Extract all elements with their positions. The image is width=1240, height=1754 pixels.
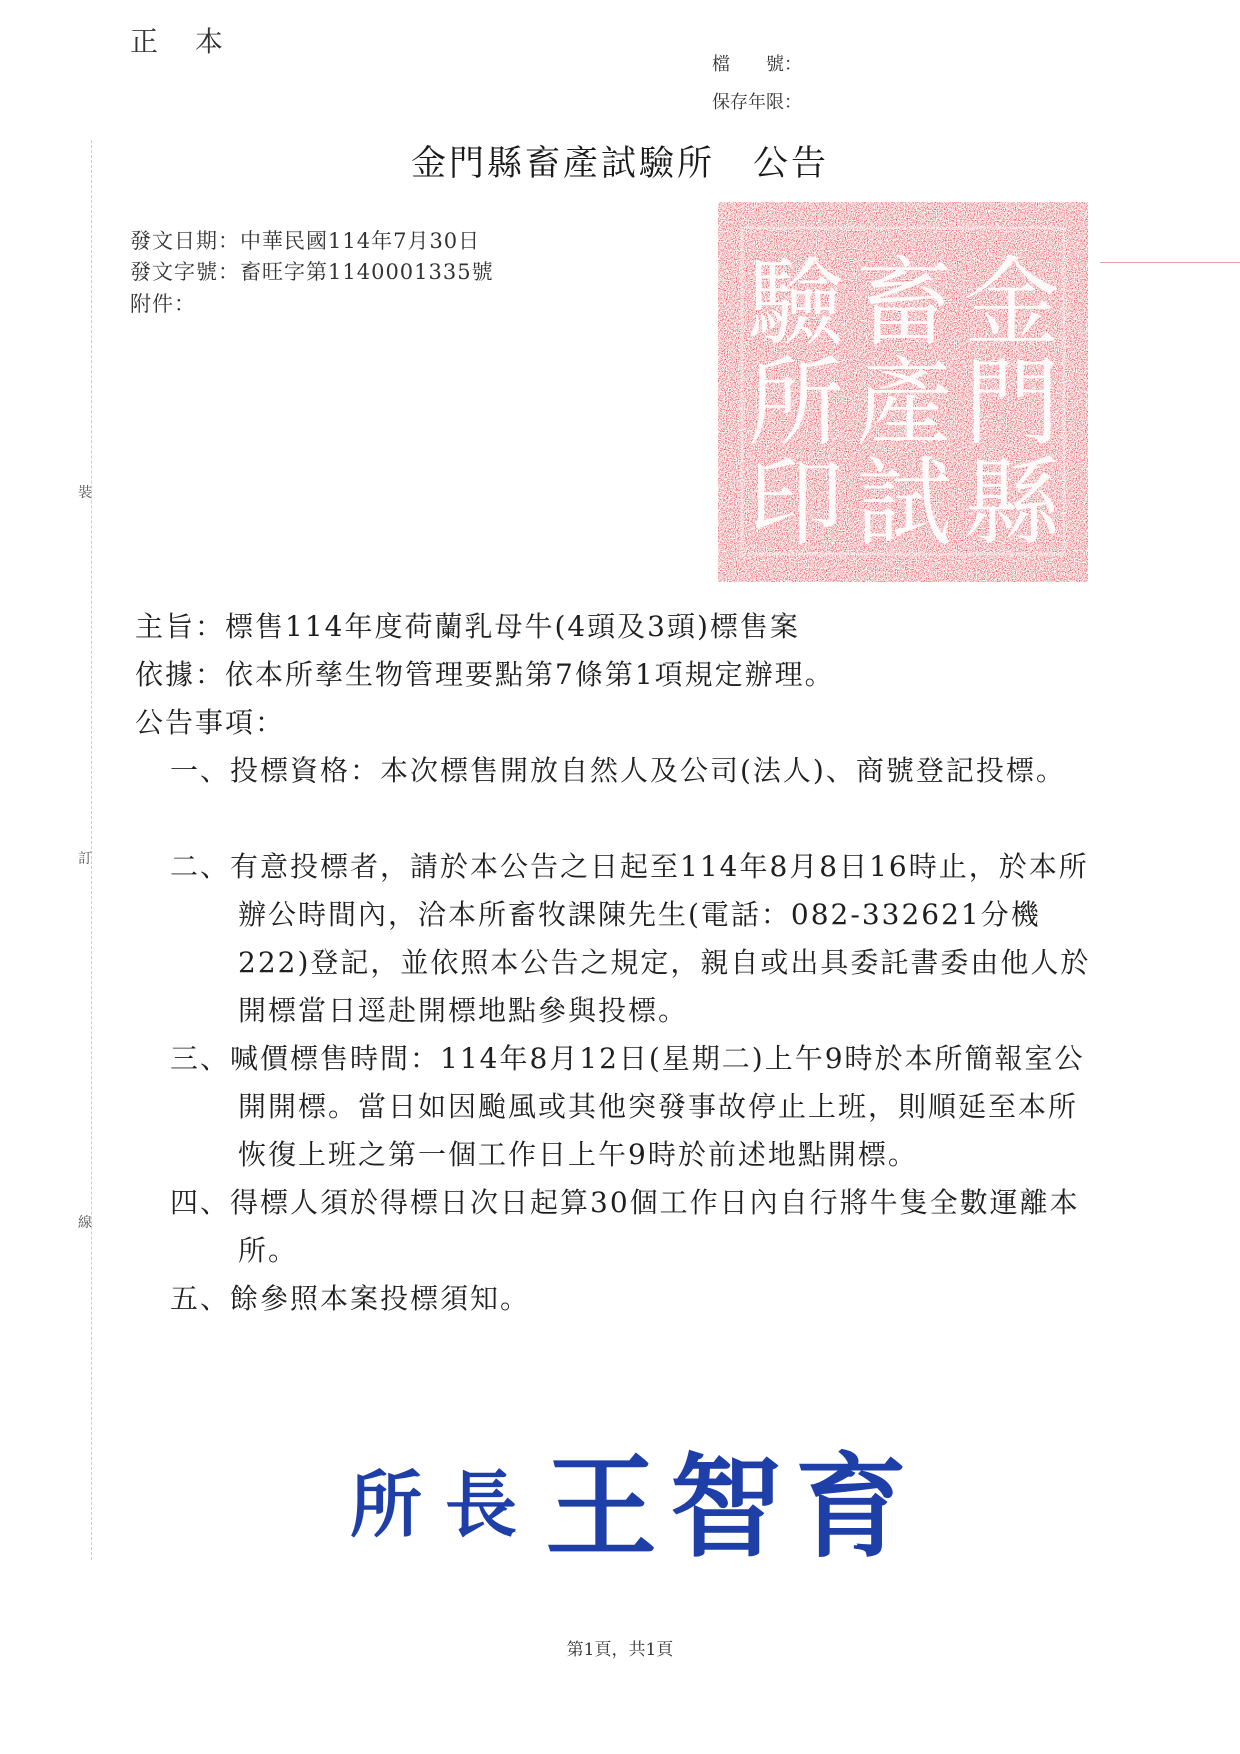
seal-bleed-line: [1100, 262, 1240, 263]
svg-text:所: 所: [748, 347, 844, 459]
svg-text:王: 王: [545, 1442, 657, 1568]
svg-text:所: 所: [350, 1462, 423, 1547]
binding-mark-xian: 線: [78, 1215, 92, 1231]
svg-text:驗: 驗: [748, 247, 844, 359]
svg-text:育: 育: [795, 1442, 907, 1568]
retention-period-label: 保存年限：: [712, 92, 802, 113]
subject-line: 主旨：標售114年度荷蘭乳母牛(4頭及3頭)標售案: [135, 610, 800, 643]
file-number-label: 檔 號：: [712, 54, 802, 75]
document-number: 發文字號：畜旺字第1140001335號: [130, 260, 494, 284]
notice-item-2: 二、有意投標者，請於本公告之日起至114年8月8日16時止，於本所辦公時間內，洽本所畜牧課陳先生(電話：082-332621分機222)登記，並依照本公告之規定，親自或出具委託書委由他人於開標當日逕赴開標地點參與投標。: [170, 850, 1091, 1027]
notice-item-3: 三、喊價標售時間：114年8月12日(星期二)上午9時於本所簡報室公開開標。當日如因颱風或其他突發事故停止上班，則順延至本所恢復上班之第一個工作日上午9時於前述地點開標。: [170, 1042, 1085, 1171]
svg-text:金: 金: [964, 247, 1060, 359]
svg-text:智: 智: [670, 1442, 782, 1568]
basis-line: 依據：依本所孳生物管理要點第7條第1項規定辦理。: [135, 658, 835, 691]
original-copy-mark: 正 本: [130, 25, 237, 58]
page-number: 第1頁，共1頁: [566, 1640, 674, 1660]
svg-text:印: 印: [748, 447, 844, 559]
document-title: 金門縣畜產試驗所 公告: [410, 144, 829, 184]
director-signature-stamp: [350, 1438, 930, 1568]
attachment-label: 附件：: [130, 292, 196, 316]
svg-text:試: 試: [856, 447, 952, 559]
binding-mark-ding: 訂: [78, 851, 92, 867]
binding-mark-zhuang: 裝: [78, 485, 92, 501]
svg-text:畜: 畜: [856, 247, 952, 359]
official-seal: [712, 196, 1094, 588]
svg-text:長: 長: [445, 1462, 518, 1547]
issue-date: 發文日期：中華民國114年7月30日: [130, 229, 481, 253]
svg-text:縣: 縣: [964, 447, 1060, 559]
notice-item-5: 五、餘參照本案投標須知。: [170, 1282, 531, 1315]
notice-heading: 公告事項：: [135, 706, 286, 739]
notice-item-1: 一、投標資格：本次標售開放自然人及公司(法人)、商號登記投標。: [170, 754, 1066, 787]
svg-text:產: 產: [856, 347, 952, 459]
notice-item-4: 四、得標人須於得標日次日起算30個工作日內自行將牛隻全數運離本所。: [170, 1186, 1080, 1267]
svg-text:門: 門: [964, 347, 1060, 459]
